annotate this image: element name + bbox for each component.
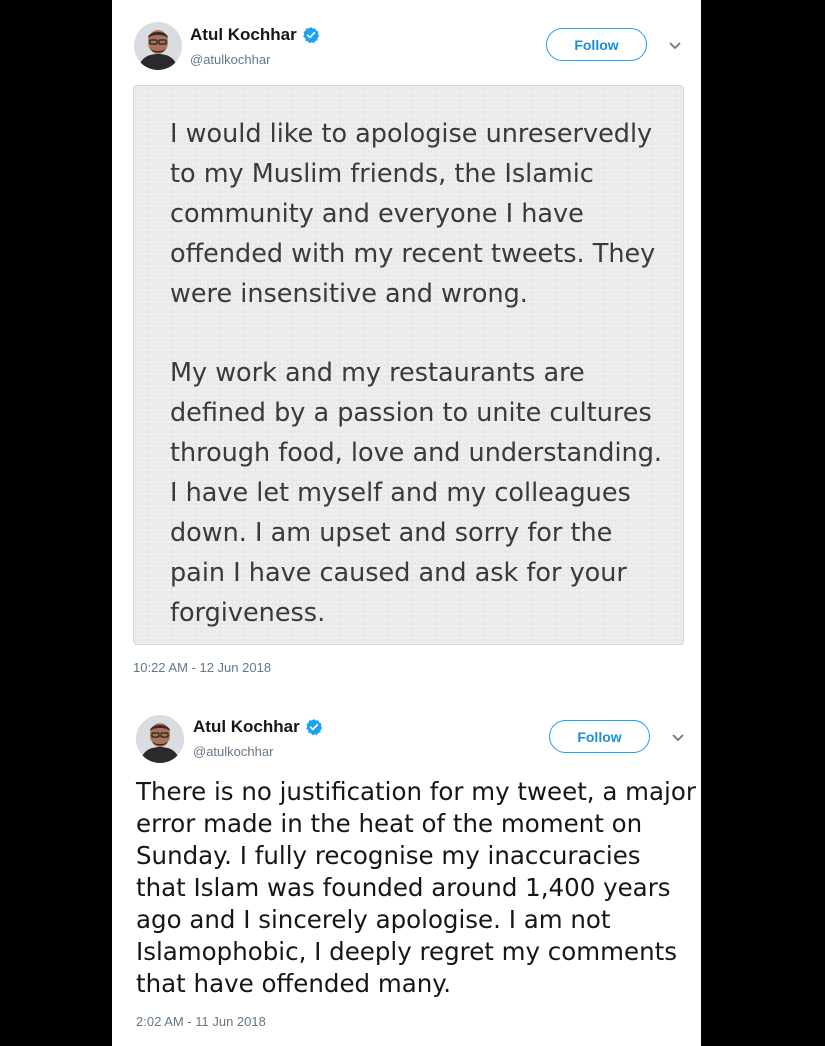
note-paragraph-2: My work and my restaurants are defined by a passion to unite cultures through food, love and understanding. I have let myself and my colleagues down. I am upset and sorry for the pain I have caused and ask for your forgiveness. (170, 358, 663, 628)
author-handle[interactable]: @atulkochhar (193, 744, 274, 759)
tweet-timestamp[interactable]: 10:22 AM - 12 Jun 2018 (133, 660, 272, 675)
tweet-card (112, 0, 701, 1046)
author-name[interactable] (193, 717, 323, 737)
tweet-timestamp[interactable]: 2:02 AM - 11 Jun 2018 (136, 1014, 266, 1029)
note-paragraph-1: I would like to apologise unreservedly to my Muslim friends, the Islamic community and everyone I have offended with my recent tweets. They were insensitive and wrong. (170, 119, 656, 309)
tweet-text: There is no justification for my tweet, a major error made in the heat of the moment on Sunday. I fully recognise my inaccuracies that Islam was founded around 1,400 years ago and I sincerely apologise. I am not Islamophobic, I deeply regret my comments that have offended many. (136, 777, 696, 998)
follow-button[interactable]: Follow (549, 720, 650, 753)
author-handle[interactable]: @atulkochhar (190, 52, 271, 67)
avatar-photo (136, 715, 184, 763)
avatar[interactable] (136, 715, 184, 763)
author-name-text[interactable]: Atul Kochhar (193, 717, 300, 736)
author-name-text[interactable]: Atul Kochhar (190, 25, 297, 44)
verified-badge-icon (305, 718, 323, 736)
chevron-down-icon[interactable] (671, 733, 685, 743)
tweets-column (112, 0, 701, 1046)
follow-button[interactable]: Follow (546, 28, 647, 61)
